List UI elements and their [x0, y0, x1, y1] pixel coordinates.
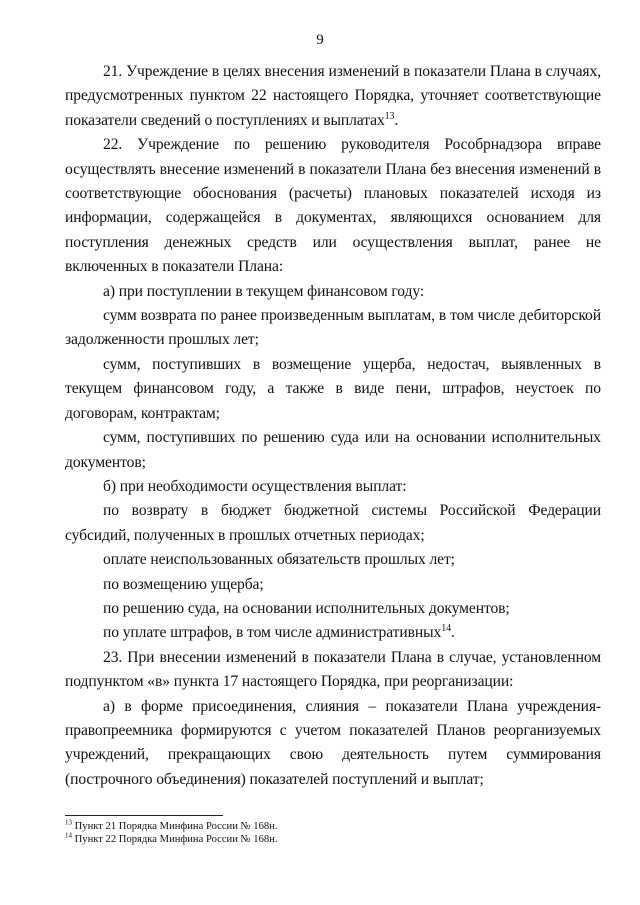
paragraph-23: 23. При внесении изменений в показатели Плана в случае, установленном подпунктом «в» пункта 17 настоящего Порядка, при реорганизации:	[65, 648, 601, 691]
subparagraph-a-merger: а) в форме присоединения, слияния – показатели Плана учреждения-правопреемника формируются с учетом показателей Планов реорганизуемых учреждений, прекращающих свою деятельность путем суммирования (построчного объединения) показателей поступлений и выплат;	[65, 697, 601, 788]
list-item: сумм, поступивших по решению суда или на основании исполнительных документов;	[65, 429, 601, 471]
footnote-text: Пункт 22 Порядка Минфина России № 168н.	[74, 834, 278, 845]
footnote-mark: 13	[65, 818, 72, 827]
page-number: 9	[316, 32, 324, 48]
list-item: по возврату в бюджет бюджетной системы Российской Федерации субсидий, полученных в прошлых отчетных периодах;	[65, 502, 601, 544]
paragraph-text: по уплате штрафов, в том числе административных	[103, 624, 442, 642]
footnote-text: Пункт 21 Порядка Минфина России № 168н.	[74, 821, 278, 832]
paragraph-tail: .	[451, 624, 455, 642]
document-body	[65, 60, 601, 792]
footnotes	[65, 815, 601, 846]
list-item: сумм, поступивших в возмещение ущерба, недостач, выявленных в текущем финансовом году, а также в виде пени, штрафов, неустоек по договорам, контрактам;	[65, 355, 601, 422]
list-item	[65, 621, 601, 645]
paragraph-text: 21. Учреждение в целях внесения изменений в показатели Плана в случаях, предусмотренных пунктом 22 настоящего Порядка, уточняет соответствующие показатели сведений о поступлениях и выплатах	[65, 63, 601, 129]
paragraph-21	[65, 60, 601, 133]
list-item: сумм возврата по ранее произведенным выплатам, в том числе дебиторской задолженности прошлых лет;	[65, 307, 601, 349]
paragraph-tail: .	[394, 111, 399, 129]
footnote-ref: 14	[441, 623, 452, 635]
footnote	[65, 833, 601, 846]
footnote-ref: 13	[384, 110, 395, 122]
subparagraph-a-income: а) при поступлении в текущем финансовом году:	[103, 282, 425, 300]
list-item: по решению суда, на основании исполнительных документов;	[103, 599, 510, 617]
list-item: оплате неиспользованных обязательств прошлых лет;	[103, 551, 455, 569]
paragraph-22: 22. Учреждение по решению руководителя Рособрнадзора вправе осуществлять внесение изменений в показатели Плана без внесения изменений в соответствующие обоснования (расчеты) плановых показателей исходя из информации, содержащейся в документах, являющихся основанием для поступления денежных средств или осуществления выплат, ранее не включенных в показатели Плана:	[65, 136, 601, 276]
subparagraph-b-payments: б) при необходимости осуществления выплат:	[103, 477, 407, 495]
footnote-divider	[65, 815, 223, 816]
footnote	[65, 820, 601, 833]
footnote-mark: 14	[65, 831, 72, 840]
list-item: по возмещению ущерба;	[103, 575, 264, 593]
